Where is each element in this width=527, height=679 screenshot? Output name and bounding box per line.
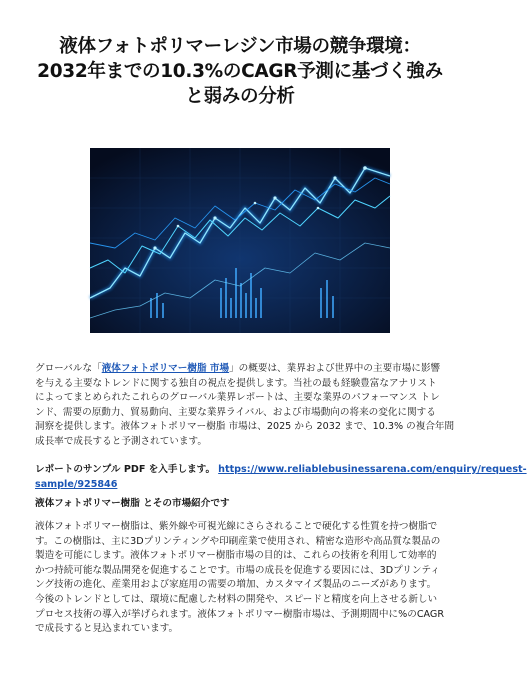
intro-line-1-post: 」の概要は、業界および世界中の主要市場に影響 (229, 363, 441, 374)
section-line-3: 製造を可能にします。液体フォトポリマー樹脂市場の目的は、これらの技術を利用して効率的 (35, 550, 437, 562)
title-line-1: 液体フォトポリマーレジン市場の競争環境： (59, 36, 421, 57)
sample-request-paragraph (35, 463, 527, 492)
intro-line-1 (35, 362, 447, 377)
section-line-6: 今後のトレンドとしては、環境に配慮した材料の開発や、スピードと精度を向上させる新しい (35, 593, 438, 605)
section-line-4: かつ持続可能な製品開発を促進することです。市場の成長を促進する要因には、3Dプリンティ (35, 564, 440, 576)
intro-line-4: ンド、需要の原動力、貿易動向、主要な業界ライバル、および市場動向の将来の変化に関する (35, 406, 436, 418)
intro-line-2: を与える主要なトレンドに関する独自の視点を提供します。当社の最も経験豊富なアナリスト (35, 377, 437, 389)
section-line-5: ング技術の進化、産業用および家庭用の需要の増加、カスタマイズ製品のニーズがあります。 (35, 579, 437, 591)
intro-line-6: 成長率で成長すると予測されています。 (35, 435, 207, 447)
market-name-link[interactable]: 液体フォトポリマー樹脂 市場 (101, 363, 230, 374)
sample-link-part-2[interactable]: sample/925846 (35, 478, 118, 490)
section-heading: 液体フォトポリマー樹脂 とその市場紹介です (35, 498, 230, 509)
title-line-3: と弱みの分析 (185, 86, 295, 107)
section-line-2: す。この樹脂は、主に3Dプリンティングや印刷産業で使用され、精密な造形や高品質な製品の (35, 535, 441, 547)
hero-image (90, 148, 390, 333)
sample-label: レポートのサンプル PDF を入手します。 (35, 464, 216, 475)
sample-line-2 (35, 478, 447, 493)
document-title (30, 34, 450, 109)
section-line-1: 液体フォトポリマー樹脂は、紫外線や可視光線にさらされることで硬化する性質を持つ樹脂で (35, 521, 438, 532)
stock-chart-illustration-icon (90, 148, 390, 333)
intro-line-3: によってまとめられたこれらのグローバル業界レポートは、主要な業界のパフォーマンス トレ (35, 392, 440, 404)
intro-line-5: 洞察を提供します。液体フォトポリマー樹脂 市場は、2025 から 2032 まで、10.3% の複合年間 (35, 421, 455, 433)
sample-line-1 (35, 463, 527, 478)
sample-link-part-1[interactable]: https://www.reliablebusinessarena.com/enquiry/request- (218, 464, 527, 475)
section-line-8: で成長すると見込まれています。 (35, 623, 179, 635)
title-line-2: 2032年までの10.3%のCAGR予測に基づく強み (37, 61, 443, 82)
intro-line-1-pre: グローバルな「 (35, 363, 102, 374)
intro-paragraph (35, 362, 455, 450)
section-body-paragraph (35, 520, 447, 637)
section-line-7: プロセス技術の導入が挙げられます。液体フォトポリマー樹脂市場は、予測期間中に%のCAGR (35, 608, 445, 620)
